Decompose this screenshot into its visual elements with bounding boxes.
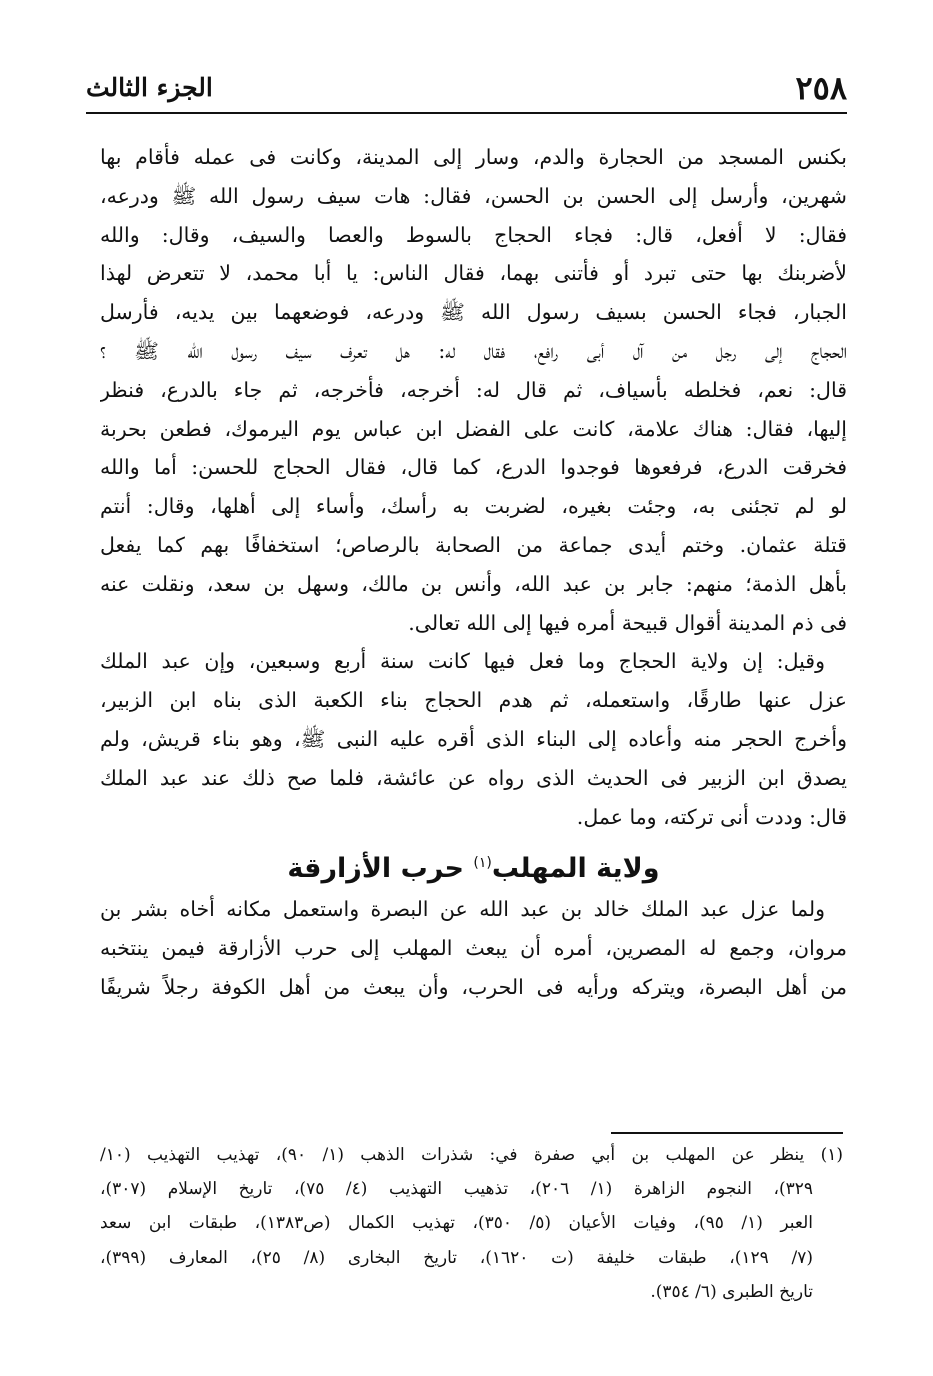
text-line: شهرين، وأرسل إلى الحسن بن الحسن، فقال: هات سيف رسول الله ﷺ ودرعه، [100, 183, 847, 208]
text-line: الجبار، فجاء الحسن بسيف رسول الله ﷺ ودرعه، فوضعهما بين يديه، فأرسل [100, 300, 847, 325]
paragraph-3 [100, 890, 847, 1006]
paragraph-1 [100, 138, 847, 642]
text-line: وأخرج الحجر منه وأعاده إلى البناء الذى أقره عليه النبى ﷺ، وهو بناء قريش، ولم [100, 726, 847, 751]
text-line: وقيل: إن ولاية الحجاج وما فعل فيها كانت سنة أربع وسبعين، وإن عبد الملك [100, 649, 825, 674]
text-line: الحجاج إلى رجل من آل أبى رافع، فقال له: هل تعرف سيف رسول الله ﷺ ؟ [100, 338, 847, 363]
footnote-line: (٧/ ١٢٩)، طبقات خليفة (ت ١٦٢٠)، تاريخ البخارى (٨/ ٢٥)، المعارف (٣٩٩)، [100, 1247, 814, 1268]
text-line: قال: وددت أنى تركته، وما عمل. [576, 804, 847, 829]
footnote-line: تاريخ الطبرى (٦/ ٣٥٤). [650, 1281, 813, 1302]
footnote-reference: (١) [473, 855, 492, 872]
page-number: ٢٥٨ [795, 69, 847, 107]
text-line: فقال: لا أفعل، قال: فجاء الحجاج بالسوط والعصا والسيف، وقال: والله [100, 222, 847, 247]
text-line: مروان، وجمع له المصرين، أمره أن يبعث المهلب إلى حرب الأزارقة فيمن ينتخبه [100, 936, 847, 961]
text-line: فى ذم المدينة أقوال قبيحة أمره فيها إلى الله تعالى. [408, 610, 847, 635]
text-line: إليها، فقال: هناك علامة، كانت على الفضل ابن عباس يوم اليرموك، فطعن بحربة [100, 416, 847, 441]
page-header [86, 68, 847, 108]
text-line: قتلة عثمان. وختم أيدى جماعة من الصحابة بالرصاص؛ استخفافًا بهم كما يفعل [100, 532, 847, 557]
paragraph-2 [100, 642, 847, 836]
footnote-line: العبر (١/ ٩٥)، وفيات الأعيان (٥/ ٣٥٠)، تهذيب الكمال (ص١٣٨٣)، طبقات ابن سعد [100, 1213, 813, 1234]
heading-text-1: ولاية المهلب [491, 853, 660, 885]
text-line: لأضربنك بها حتى تبرد أو فأتنى بهما، فقال الناس: يا أبا محمد، لا تتعرض لهذا [100, 261, 847, 286]
text-line: ولما عزل عبد الملك خالد بن عبد الله عن البصرة واستعمل مكانه أخاه بشر بن [100, 897, 825, 922]
footnote-line: ٣٢٩)، النجوم الزاهرة (١/ ٢٠٦)، تذهيب التهذيب (٤/ ٧٥)، تاريخ الإسلام (٣٠٧)، [100, 1179, 813, 1200]
text-line: يصدق ابن الزبير فى الحديث الذى رواه عن عائشة، فلما صح ذلك عند عبد الملك [100, 765, 847, 790]
footnote-rule [611, 1132, 843, 1134]
text-line: عزل عنها طارقًا، واستعمله، ثم هدم الحجاج بناء الكعبة الذى بناه ابن الزبير، [100, 688, 847, 713]
text-line: بأهل الذمة؛ منهم: جابر بن عبد الله، وأنس بن مالك، وسهل بن سعد، ونقلت عنه [100, 571, 847, 596]
heading-text-2: حرب الأزارقة [287, 853, 474, 885]
footnotes [100, 1138, 843, 1309]
text-line: فخرقت الدرع، فرفعوها فوجدوا الدرع، كما قال، فقال الحجاج للحسن: أما والله [100, 455, 847, 480]
running-title: الجزء الثالث [86, 73, 213, 102]
text-line: بكنس المسجد من الحجارة والدم، وسار إلى المدينة، وكانت فى عمله فأقام بها [100, 145, 847, 169]
footnote-line: (١) ينظر عن المهلب بن أبي صفرة في: شذرات الذهب (١/ ٩٠)، تهذيب التهذيب (١٠/ [100, 1145, 843, 1165]
main-text [100, 138, 847, 1007]
text-line: لو لم تجئنى به، وجئت بغيره، لضربت به رأسك، وأساء إلى أهلها، وقال: أنتم [100, 494, 847, 519]
section-heading [100, 836, 847, 890]
text-line: قال: نعم، فخلطه بأسياف، ثم قال له: أخرجه، فأخرجه، ثم جاء بالدرع، فنظر [100, 377, 847, 402]
header-rule [86, 112, 847, 114]
text-line: من أهل البصرة، ويتركه ورأيه فى الحرب، وأن يبعث من أهل الكوفة رجلاً شريفًا [100, 974, 847, 999]
